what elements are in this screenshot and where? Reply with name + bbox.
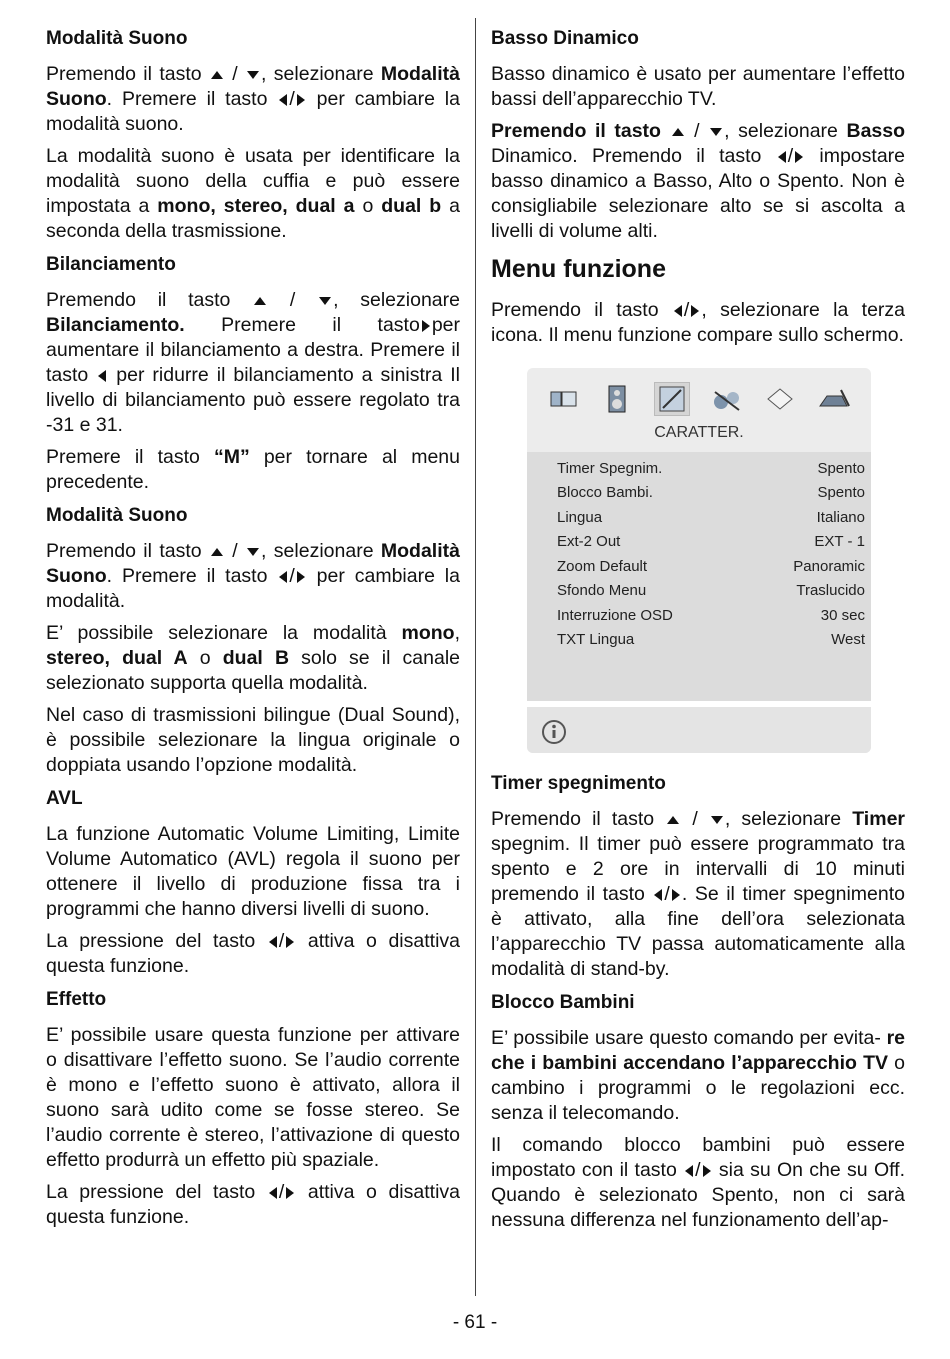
heading-basso-dinamico: Basso Dinamico — [491, 28, 639, 49]
heading-timer-spegnimento: Timer spegnimento — [491, 773, 666, 794]
right-arrow-icon — [286, 936, 294, 948]
left-arrow-icon — [279, 571, 287, 583]
paragraph: Premendo il tasto / , selezionare la terza icona. Il menu funzione compare sullo schermo. — [491, 299, 906, 346]
menu-row-label: Lingua — [557, 508, 603, 526]
menu-row-label: Zoom Default — [557, 557, 648, 575]
menu-row-value: West — [831, 631, 865, 649]
left-arrow-icon — [685, 1165, 693, 1177]
paragraph: La modalità suono è usata per identificare la modalità suono della cuffia e può essere impostata a mono, stereo, dual a o dual b a seconda della trasmissione. — [46, 145, 461, 242]
left-column — [46, 18, 460, 1237]
up-arrow-icon — [667, 816, 679, 824]
menu-row-label: Interruzione OSD — [557, 606, 673, 624]
menu-row-value: 30 sec — [820, 606, 865, 624]
right-arrow-icon — [691, 305, 699, 317]
menu-info-bar — [527, 701, 871, 753]
right-arrow-icon — [422, 320, 430, 332]
menu-row-label: TXT Lingua — [557, 631, 635, 649]
paragraph: Premere il tasto “M” per tornare al menu precedente. — [46, 446, 461, 493]
menu-row-value: Panoramic — [793, 557, 865, 575]
up-arrow-icon — [672, 128, 684, 136]
heading-menu-funzione: Menu funzione — [491, 255, 666, 283]
paragraph: Premendo il tasto / , selezionare Timer spegnim. Il timer può essere programmato tra spento e 2 ore in intervalli di 10 minuti premendo il tasto / . Se il timer spegnimento è attivato, alla fine dell’ora selezionata l’apparecchio TV passa automaticamente alla modalità di stand-by. — [491, 808, 905, 980]
heading-modalita-suono-2: Modalità Suono — [46, 505, 188, 526]
right-arrow-icon — [795, 151, 803, 163]
down-arrow-icon — [247, 71, 259, 79]
left-arrow-icon — [778, 151, 786, 163]
page-number: - 61 - — [452, 1312, 498, 1333]
paragraph: Il comando blocco bambini può essere impostato con il tasto / sia su On che su Off. Quando è selezionato Spento, non ci sarà nessuna differenza nel funzionamento dell’ap- — [491, 1134, 906, 1231]
menu-list — [527, 452, 871, 711]
menu-title: CARATTER. — [654, 424, 744, 441]
column-divider — [475, 18, 476, 1296]
right-arrow-icon — [297, 94, 305, 106]
paragraph: Premendo il tasto / , selezionare Modalità Suono. Premere il tasto / per cambiare la modalità. — [46, 540, 460, 612]
menu-row-value: Italiano — [816, 508, 865, 526]
menu-row-label: Blocco Bambi. — [557, 484, 653, 502]
paragraph: Premendo il tasto / , selezionare Bilanciamento. Premere il tasto per aumentare il bilanciamento a destra. Premere il tasto per ridurre il bilanciamento a sinistra Il livello di bilanciamento può essere regolato tra -31 e 31. — [46, 289, 460, 436]
down-arrow-icon — [319, 297, 331, 305]
paragraph: La pressione del tasto / attiva o disattiva questa funzione. — [46, 930, 460, 977]
paragraph: E’ possibile selezionare la modalità mono, stereo, dual A o dual B solo se il canale selezionato supporta quella modalità. — [46, 622, 461, 694]
menu-row[interactable] — [527, 554, 871, 579]
paragraph: Premendo il tasto / , selezionare Basso Dinamico. Premendo il tasto / impostare basso dinamico a Basso, Alto o Spento. Non è consigliabile selezionare alto se si ascolta a livelli di volume alti. — [491, 120, 906, 242]
menu-row-value: EXT - 1 — [814, 533, 865, 551]
left-arrow-icon — [279, 94, 287, 106]
heading-bilanciamento: Bilanciamento — [46, 254, 176, 275]
paragraph: E’ possibile usare questa funzione per attivare o disattivare l’effetto suono. Se l’audio corrente è mono e l’effetto suono è attivato, allora il suono sarà udito come se fosse stereo. Se l’audio corrente è stereo, l’attivazione di questo effetto produrrà un effetto più spaziale. — [46, 1024, 460, 1171]
left-arrow-icon — [674, 305, 682, 317]
info-icon — [541, 719, 567, 750]
menu-row-value: Spento — [817, 459, 865, 477]
right-column — [491, 18, 905, 1240]
heading-avl: AVL — [46, 788, 83, 809]
left-arrow-icon — [98, 370, 106, 382]
right-arrow-icon — [286, 1187, 294, 1199]
menu-row-value: Traslucido — [796, 582, 865, 600]
up-arrow-icon — [211, 548, 223, 556]
up-arrow-icon — [211, 71, 223, 79]
paragraph: Nel caso di trasmissioni bilingue (Dual Sound), è possibile selezionare la lingua originale o doppiata usando l’opzione modalità. — [46, 704, 460, 776]
paragraph: La pressione del tasto / attiva o disattiva questa funzione. — [46, 1181, 460, 1228]
left-arrow-icon — [654, 889, 662, 901]
menu-row-value: Spento — [817, 484, 865, 502]
menu-icon-bar — [527, 368, 871, 424]
paragraph: Basso dinamico è usato per aumentare l’effetto bassi dell’apparecchio TV. — [491, 63, 905, 110]
right-arrow-icon — [297, 571, 305, 583]
menu-row[interactable] — [527, 481, 871, 506]
menu-row[interactable] — [527, 579, 871, 604]
menu-row-label: Sfondo Menu — [557, 582, 647, 600]
setup-icon[interactable] — [817, 383, 851, 415]
menu-row-label: Timer Spegnim. — [557, 459, 663, 477]
down-arrow-icon — [711, 816, 723, 824]
feature-icon[interactable] — [654, 382, 690, 416]
function-menu-screenshot — [527, 368, 871, 753]
paragraph: E’ possibile usare questo comando per evita- re che i bambini accendano l’apparecchio TV o cambino i programmi o le regolazioni ecc. senza il telecomando. — [491, 1027, 905, 1124]
down-arrow-icon — [247, 548, 259, 556]
heading-blocco-bambini: Blocco Bambini — [491, 992, 635, 1013]
paragraph: Premendo il tasto / , selezionare Modalità Suono. Premere il tasto / per cambiare la modalità suono. — [46, 63, 460, 135]
heading-modalita-suono: Modalità Suono — [46, 28, 188, 49]
menu-row[interactable] — [527, 456, 871, 481]
heading-effetto: Effetto — [46, 989, 107, 1010]
menu-row[interactable] — [527, 530, 871, 555]
right-arrow-icon — [672, 889, 680, 901]
right-arrow-icon — [703, 1165, 711, 1177]
menu-row-label: Ext-2 Out — [557, 533, 621, 551]
speaker-icon[interactable] — [600, 383, 634, 415]
source-icon[interactable] — [763, 383, 797, 415]
paragraph: La funzione Automatic Volume Limiting, Limite Volume Automatico (AVL) regola il suono per ottenere il livello di produzione fissa tra i programmi che hanno diversi livelli di suono. — [46, 823, 460, 920]
picture-icon[interactable] — [547, 383, 581, 415]
install-icon[interactable] — [710, 383, 744, 415]
menu-row[interactable] — [527, 628, 871, 653]
menu-row[interactable] — [527, 603, 871, 628]
down-arrow-icon — [710, 128, 722, 136]
up-arrow-icon — [254, 297, 266, 305]
menu-row[interactable] — [527, 505, 871, 530]
left-arrow-icon — [269, 936, 277, 948]
left-arrow-icon — [269, 1187, 277, 1199]
